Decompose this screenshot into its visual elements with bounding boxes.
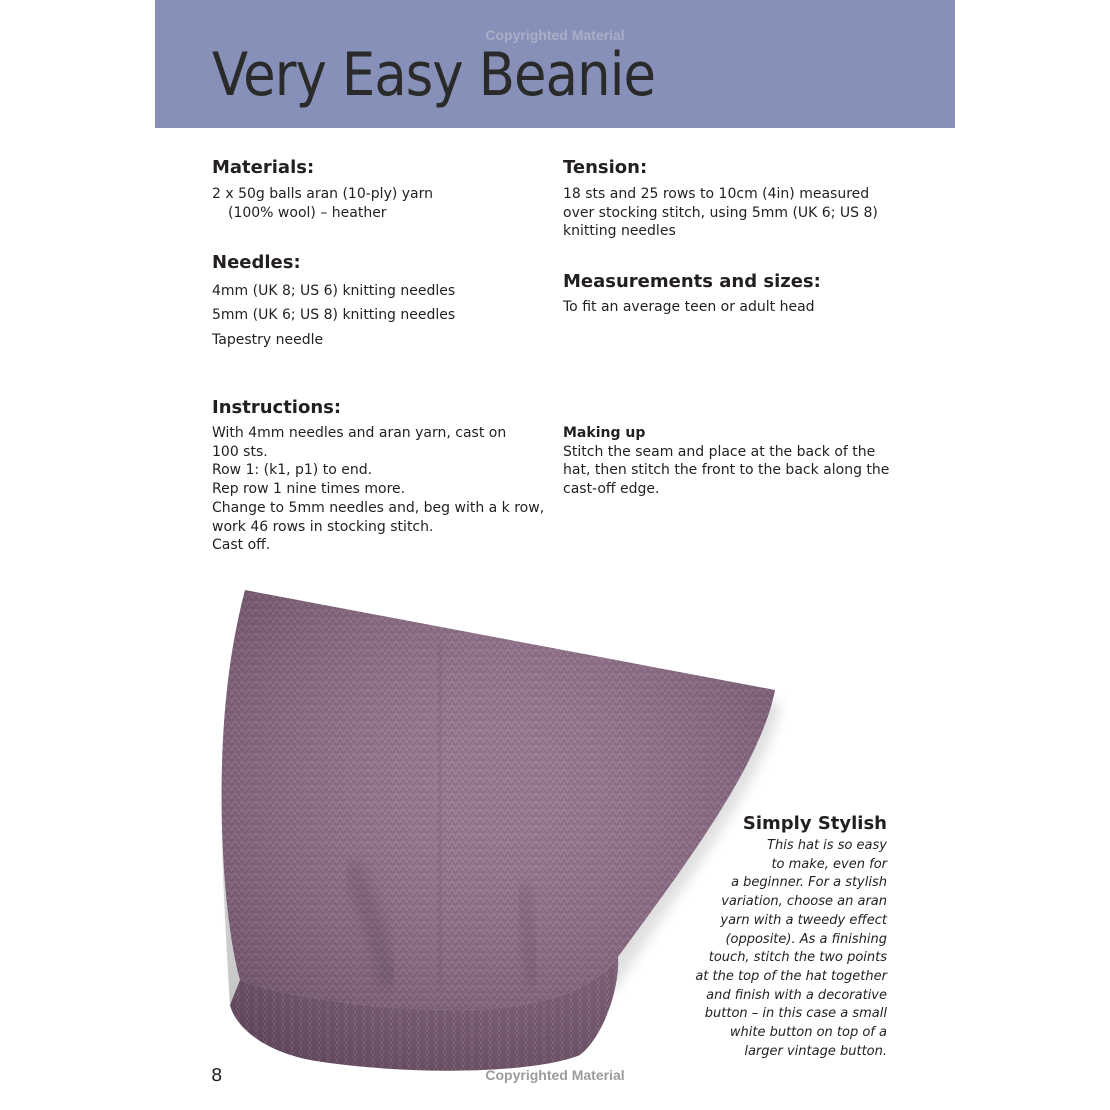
making-up-line: cast-off edge. [563,481,660,498]
materials-line: 2 x 50g balls aran (10-ply) yarn [212,186,434,202]
instructions-heading: Instructions: [212,397,342,418]
caption-line: and finish with a decorative [706,987,887,1003]
page-title: Very Easy Beanie [212,40,656,110]
instructions-line: With 4mm needles and aran yarn, cast on [212,425,507,441]
caption-line: to make, even for [771,856,887,872]
caption-line: (opposite). As a finishing [725,931,887,947]
page-number: 8 [211,1065,223,1086]
caption-line: touch, stitch the two points [708,950,887,966]
caption-line: variation, choose an aran [721,894,887,910]
caption-line: larger vintage button. [744,1043,887,1059]
tension-line: knitting needles [563,223,676,240]
measurements-line: To fit an average teen or adult head [563,299,815,315]
instructions-line: Change to 5mm needles and, beg with a k row, [212,499,545,516]
needles-heading: Needles: [212,252,301,273]
watermark-top: Copyrighted Material [485,27,625,43]
instructions-text [212,424,544,555]
caption-line: This hat is so easy [767,838,887,853]
instructions-line: 100 sts. [212,443,268,460]
caption-line: at the top of the hat together [695,968,887,984]
instructions-line: Row 1: (k1, p1) to end. [212,462,373,479]
instructions-line: work 46 rows in stocking stitch. [212,518,434,535]
instructions-line: Rep row 1 nine times more. [212,481,406,498]
making-up-line: hat, then stitch the front to the back along the [563,462,890,479]
tension-text [563,185,878,241]
materials-heading: Materials: [212,157,315,178]
caption-line: white button on top of a [729,1025,887,1041]
caption-line: a beginner. For a stylish [731,875,887,891]
watermark-bottom: Copyrighted Material [485,1067,625,1083]
caption-title: Simply Stylish [742,813,887,834]
materials-line: (100% wool) – heather [228,204,387,221]
needles-line: Tapestry needle [212,331,324,348]
materials-text [212,185,433,222]
caption-line: yarn with a tweedy effect [720,912,887,928]
instructions-line: Cast off. [212,537,271,554]
simply-stylish-caption [695,813,887,1061]
tension-heading: Tension: [563,157,648,178]
caption-line: button – in this case a small [704,1006,887,1022]
making-up-line: Stitch the seam and place at the back of the [563,443,876,460]
needles-line: 4mm (UK 8; US 6) knitting needles [212,283,456,299]
making-up-heading: Making up [563,425,646,441]
needles-text [212,279,455,352]
tension-line: 18 sts and 25 rows to 10cm (4in) measured [563,186,870,202]
making-up-text [563,424,889,499]
tension-line: over stocking stitch, using 5mm (UK 6; US 8) [563,204,878,221]
measurements-heading: Measurements and sizes: [563,271,821,292]
needles-line: 5mm (UK 6; US 8) knitting needles [212,307,456,324]
measurements-text [563,298,815,317]
